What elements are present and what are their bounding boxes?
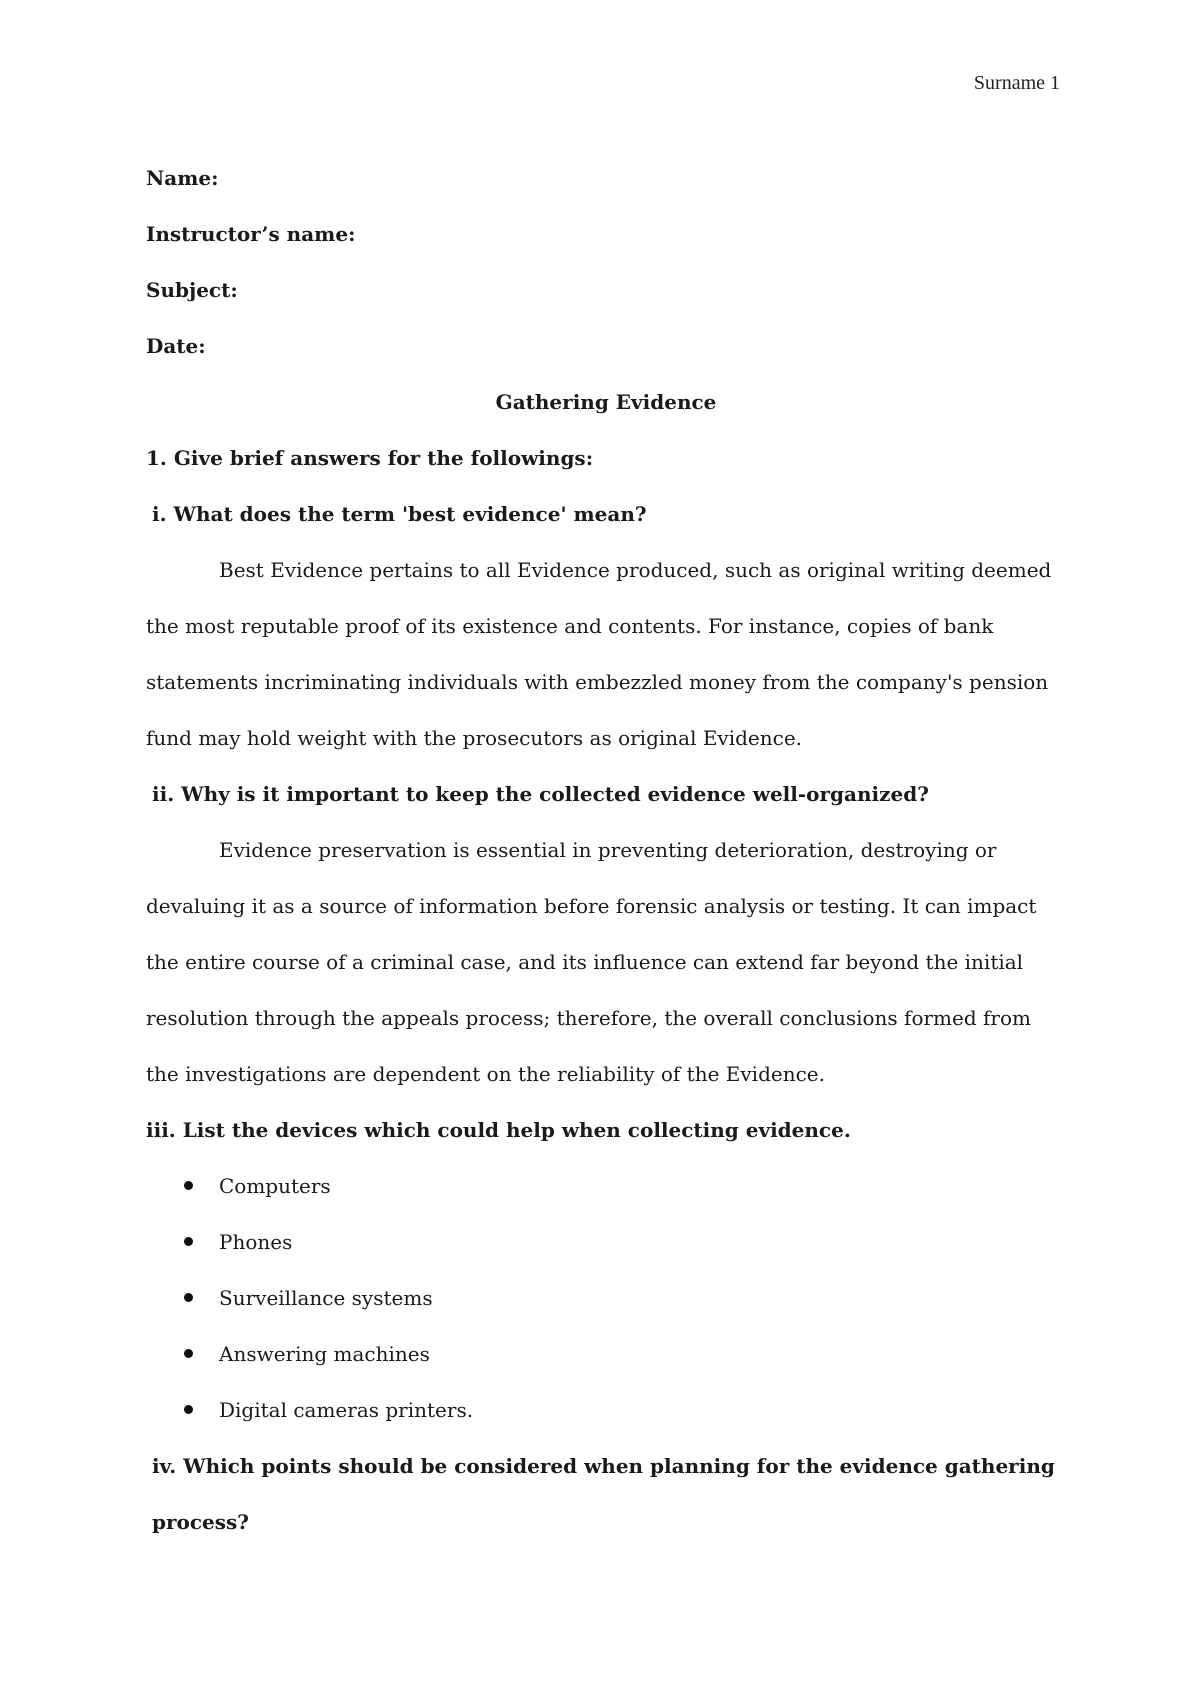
bullet-icon bbox=[184, 1237, 193, 1246]
bullet-icon bbox=[184, 1293, 193, 1302]
list-item bbox=[146, 1214, 1066, 1270]
list-item bbox=[146, 1326, 1066, 1382]
name-label: Name: bbox=[146, 166, 219, 190]
document-body bbox=[146, 150, 1066, 1550]
document-title: Gathering Evidence bbox=[495, 390, 717, 414]
list-item bbox=[146, 1158, 1066, 1214]
question-3: iii. List the devices which could help when collecting evidence. bbox=[146, 1118, 851, 1142]
subject-label: Subject: bbox=[146, 278, 238, 302]
device-label: Computers bbox=[219, 1174, 331, 1198]
bullet-icon bbox=[184, 1181, 193, 1190]
device-label: Phones bbox=[219, 1230, 293, 1254]
devices-list bbox=[146, 1158, 1066, 1438]
date-label: Date: bbox=[146, 334, 206, 358]
list-item bbox=[146, 1382, 1066, 1438]
device-label: Surveillance systems bbox=[219, 1286, 433, 1310]
question-2: ii. Why is it important to keep the collected evidence well-organized? bbox=[152, 782, 929, 806]
answer-1: Best Evidence pertains to all Evidence produced, such as original writing deemed the most reputable proof of its existence and contents. For instance, copies of bank statements incriminating individuals with embezzled money from the company's pension fund may hold weight with the prosecutors as original Evidence. bbox=[146, 558, 1052, 750]
instructor-label: Instructor’s name: bbox=[146, 222, 356, 246]
device-label: Answering machines bbox=[219, 1342, 430, 1366]
bullet-icon bbox=[184, 1405, 193, 1414]
page-header: Surname 1 bbox=[973, 72, 1060, 94]
device-label: Digital cameras printers. bbox=[219, 1398, 474, 1422]
section-heading: 1. Give brief answers for the followings: bbox=[146, 446, 594, 470]
answer-2: Evidence preservation is essential in preventing deterioration, destroying or devaluing it as a source of information before forensic analysis or testing. It can impact the entire course of a criminal case, and its influence can extend far beyond the initial resolution through the appeals process; therefore, the overall conclusions formed from the investigations are dependent on the reliability of the Evidence. bbox=[146, 838, 1037, 1086]
question-1: i. What does the term 'best evidence' mean? bbox=[152, 502, 647, 526]
bullet-icon bbox=[184, 1349, 193, 1358]
question-4: iv. Which points should be considered when planning for the evidence gathering process? bbox=[152, 1454, 1055, 1534]
list-item bbox=[146, 1270, 1066, 1326]
